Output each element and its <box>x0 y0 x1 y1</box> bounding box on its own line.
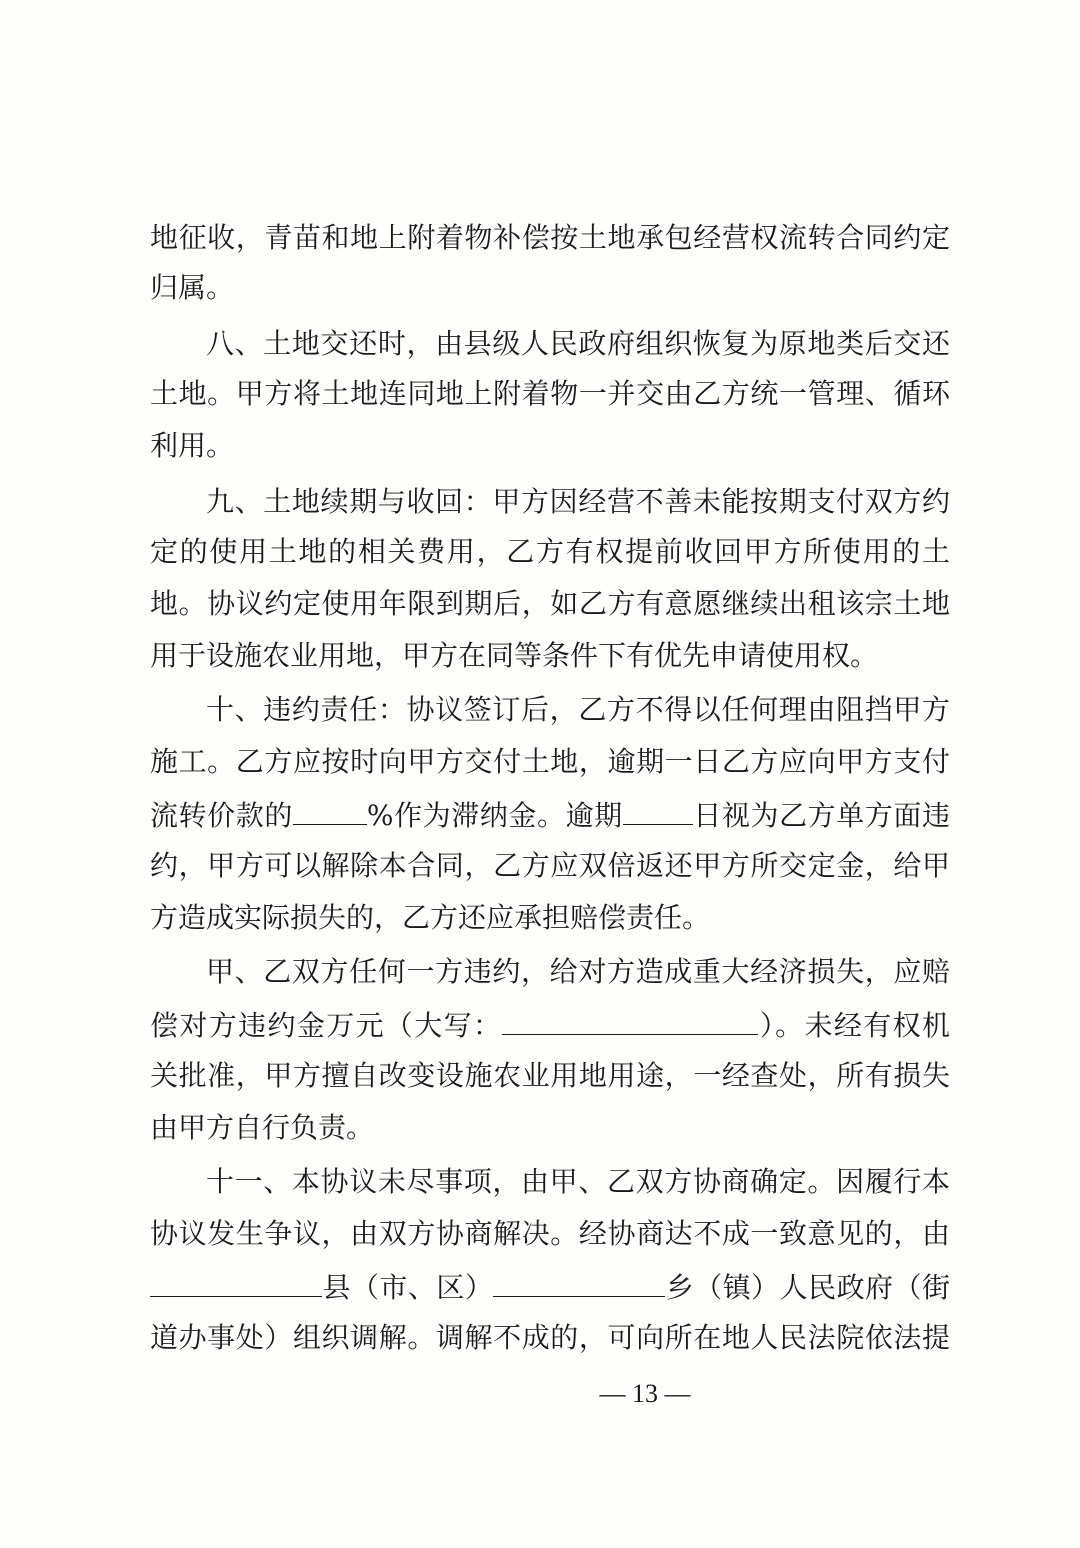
text-line: 十、违约责任：协议签订后，乙方不得以任何理由阻挡甲方 <box>206 693 950 726</box>
text-line: 用于设施农业用地，甲方在同等条件下有优先申请使用权。 <box>150 639 879 672</box>
fill-blank-town <box>493 1266 665 1297</box>
text-line: 道办事处）组织调解。调解不成的，可向所在地人民法院依法提 <box>150 1321 950 1354</box>
text-segment: %作为滞纳金。逾期 <box>366 799 623 832</box>
text-segment: ）。未经有权机 <box>758 1009 950 1042</box>
text-line: 定的使用土地的相关费用，乙方有权提前收回甲方所使用的土 <box>150 535 950 568</box>
text-segment: 县（市、区） <box>322 1271 494 1304</box>
fill-blank-county <box>150 1266 322 1297</box>
text-line: 约，甲方可以解除本合同，乙方应双倍返还甲方所交定金，给甲 <box>150 849 950 882</box>
text-line: 归属。 <box>150 271 235 304</box>
fill-blank-amount-uppercase <box>502 1004 758 1035</box>
text-line: 十一、本协议未尽事项，由甲、乙双方协商确定。因履行本 <box>206 1165 950 1198</box>
text-line: 土地。甲方将土地连同地上附着物一并交由乙方统一管理、循环 <box>150 377 950 410</box>
text-line: 由甲方自行负责。 <box>150 1111 375 1144</box>
text-line: 甲、乙双方任何一方违约，给对方造成重大经济损失，应赔 <box>206 955 950 988</box>
text-segment: 偿对方违约金万元（大写： <box>150 1009 503 1042</box>
fill-blank-rate <box>293 794 367 825</box>
text-line-with-blanks <box>150 1266 950 1306</box>
text-segment: 流转价款的 <box>150 799 293 832</box>
fill-blank-days <box>623 794 693 825</box>
text-line: 八、土地交还时，由县级人民政府组织恢复为原地类后交还 <box>206 327 950 360</box>
text-line: 关批准，甲方擅自改变设施农业用地用途，一经查处，所有损失 <box>150 1059 950 1092</box>
text-segment: 日视为乙方单方面违 <box>692 799 950 832</box>
page-number: — 13 — <box>599 1379 691 1408</box>
text-line: 九、土地续期与收回：甲方因经营不善未能按期支付双方约 <box>206 485 950 518</box>
text-segment: 乡（镇）人民政府（街 <box>665 1271 950 1304</box>
text-line: 利用。 <box>150 429 235 462</box>
text-line-with-blanks <box>150 794 950 834</box>
text-line: 地。协议约定使用年限到期后，如乙方有意愿继续出租该宗土地 <box>150 587 950 620</box>
text-line: 方造成实际损失的，乙方还应承担赔偿责任。 <box>150 901 711 934</box>
text-line: 协议发生争议，由双方协商解决。经协商达不成一致意见的，由 <box>150 1217 950 1250</box>
text-line-with-blanks <box>150 1004 950 1044</box>
text-line: 施工。乙方应按时向甲方交付土地，逾期一日乙方应向甲方支付 <box>150 745 950 778</box>
text-line: 地征收，青苗和地上附着物补偿按土地承包经营权流转合同约定 <box>150 221 950 254</box>
